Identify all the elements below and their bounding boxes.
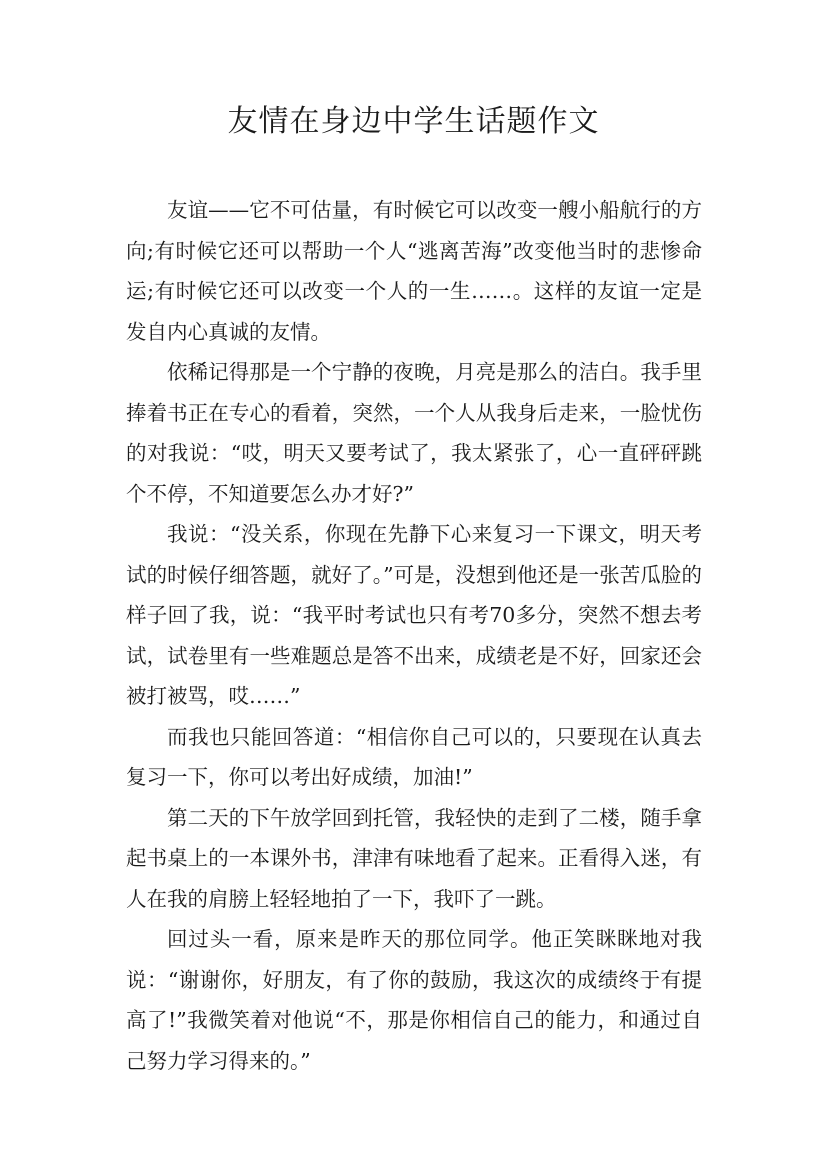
document-title: 友情在身边中学生话题作文: [227, 104, 600, 139]
paragraph-2: 依稀记得那是一个宁静的夜晚，月亮是那么的洁白。我手里捧着书正在专心的看着，突然，一个人从我身后走来，一脸忧伤的对我说：“哎，明天又要考试了，我太紧张了，心一直砰砰跳个不停，不知道要怎么办才好?”: [126, 360, 702, 506]
paragraph-6: 回过头一看，原来是昨天的那位同学。他正笑眯眯地对我说：“谢谢你，好朋友，有了你的鼓励，我这次的成绩终于有提高了!”我微笑着对他说“不，那是你相信自己的能力，和通过自己努力学习得来的。”: [126, 927, 702, 1073]
paragraph-5: 第二天的下午放学回到托管，我轻快的走到了二楼，随手拿起书桌上的一本课外书，津津有味地看了起来。正看得入迷，有人在我的肩膀上轻轻地拍了一下，我吓了一跳。: [126, 805, 702, 911]
paragraph-3: 我说：“没关系，你现在先静下心来复习一下课文，明天考试的时候仔细答题，就好了。”可是，没想到他还是一张苦瓜脸的样子回了我，说：“我平时考试也只有考70多分，突然不想去考试，试卷里有一些难题总是答不出来，成绩老是不好，回家还会被打被骂，哎……”: [126, 522, 702, 708]
paragraph-4: 而我也只能回答道：“相信你自己可以的，只要现在认真去复习一下，你可以考出好成绩，加油!”: [126, 724, 702, 789]
document-body: [126, 190, 702, 1081]
paragraph-1: 友谊——它不可估量，有时候它可以改变一艘小船航行的方向;有时候它还可以帮助一个人“逃离苦海”改变他当时的悲惨命运;有时候它还可以改变一个人的一生……。这样的友谊一定是发自内心真诚的友情。: [126, 198, 702, 344]
